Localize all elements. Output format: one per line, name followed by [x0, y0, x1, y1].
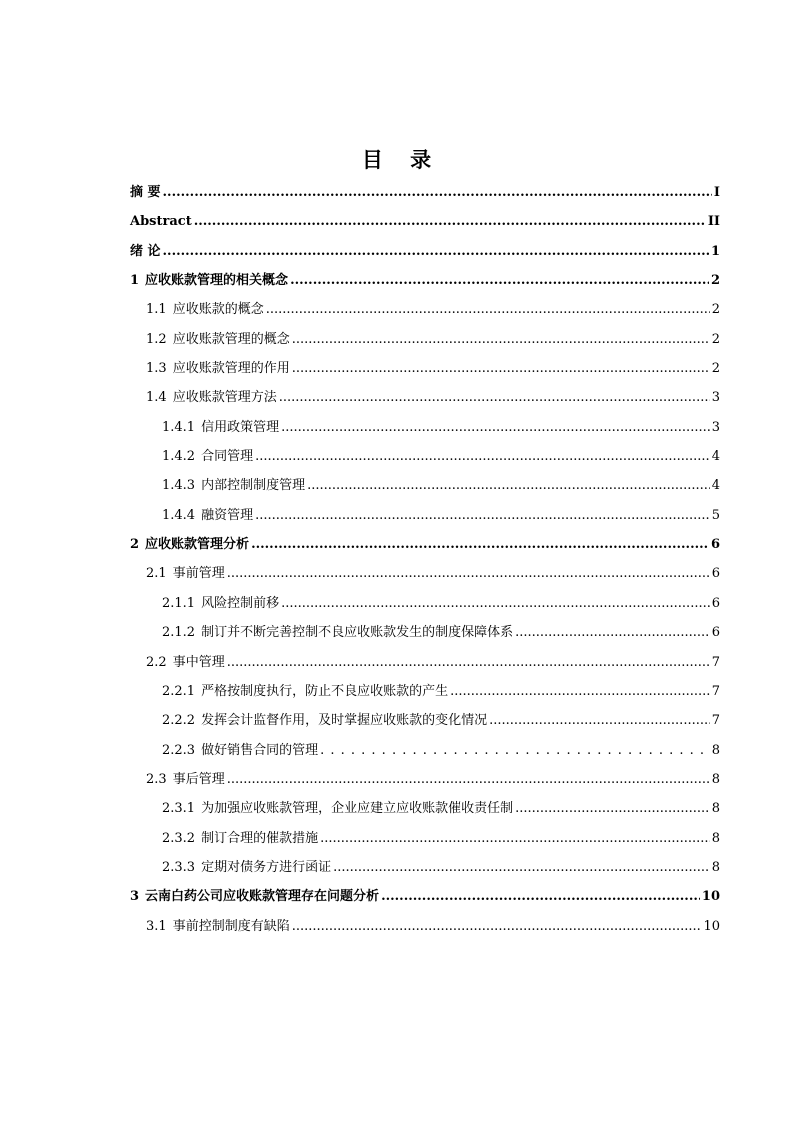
dot-leader	[292, 912, 702, 941]
toc-entry-title: 应收账款管理的相关概念	[145, 273, 289, 289]
toc-entry-page: II	[707, 214, 720, 230]
toc-entry-number: 2.2.1	[162, 683, 196, 699]
dot-leader	[163, 178, 712, 207]
toc-entry-page: 4	[711, 449, 720, 465]
toc-entry-number: 2	[130, 537, 140, 553]
toc-entry-number: 3.1	[146, 918, 167, 934]
dot-leader	[489, 706, 710, 735]
toc-entry-title: 风险控制前移	[201, 595, 280, 611]
toc-entry-number: 2.3.3	[162, 859, 196, 875]
toc-entry-page: 7	[711, 654, 720, 670]
toc-entry[interactable]	[130, 559, 720, 588]
toc-entry-title: 事中管理	[172, 654, 225, 670]
toc-entry-page: 3	[711, 419, 720, 435]
toc-entry-title: 发挥会计监督作用，及时掌握应收账款的变化情况	[201, 713, 488, 729]
toc-entry[interactable]	[130, 824, 720, 853]
toc-entry-number: 1.2	[146, 331, 167, 347]
toc-entry-title: 事前管理	[172, 566, 225, 582]
toc-entry-title: 云南白药公司应收账款管理存在问题分析	[145, 889, 380, 905]
toc-entry-number: 2.1.2	[162, 625, 196, 641]
toc-entry-number: 2.3.2	[162, 830, 196, 846]
dot-leader	[251, 530, 709, 559]
toc-entry-page: 7	[711, 683, 720, 699]
toc-entry-number: 1.4.4	[162, 507, 196, 523]
toc-entry-page: 2	[711, 361, 720, 377]
dot-leader	[515, 618, 710, 647]
toc-entry-page: 1	[710, 243, 720, 259]
toc-entry[interactable]	[130, 677, 720, 706]
dot-leader	[266, 295, 710, 324]
dot-leader	[227, 559, 710, 588]
toc-entry-number: 3	[130, 889, 140, 905]
toc-entry-number: 2.2	[146, 654, 167, 670]
toc-entry[interactable]	[130, 295, 720, 324]
toc-entry-page: 10	[703, 918, 720, 934]
toc-entry-number: 1.4.1	[162, 419, 196, 435]
toc-entry-page: 6	[711, 625, 720, 641]
toc-entry-number: 2.1	[146, 566, 167, 582]
toc-entry-number: 2.3	[146, 771, 167, 787]
toc-entry-title: 摘 要	[130, 185, 161, 200]
toc-entry-page: 2	[711, 302, 720, 318]
dot-leader	[450, 677, 710, 706]
toc-entry-page: 5	[711, 507, 720, 523]
toc-entry[interactable]	[130, 501, 720, 530]
toc-entry[interactable]	[130, 706, 720, 735]
toc-entry-page: 10	[701, 889, 720, 905]
toc-entry-title: 合同管理	[201, 449, 254, 465]
toc-entry-number: 1.3	[146, 361, 167, 377]
toc-entry[interactable]	[130, 442, 720, 471]
dot-leader	[255, 442, 710, 471]
toc-entry-number: 2.2.3	[162, 742, 196, 758]
toc-entry[interactable]	[130, 266, 720, 295]
toc-entry-title: 应收账款管理的作用	[172, 361, 290, 377]
toc-entry-title: 绪 论	[130, 243, 161, 259]
dot-leader	[381, 882, 700, 911]
page-title: 目 录	[361, 148, 442, 173]
toc-entry-page: 4	[711, 478, 720, 494]
toc-entry-title: 事后管理	[172, 771, 225, 787]
toc-entry-page: 8	[711, 742, 720, 758]
dot-leader	[163, 237, 709, 266]
toc-entry-title: 应收账款管理分析	[145, 537, 250, 553]
toc-entry-page: 6	[711, 566, 720, 582]
toc-entry-title: 事前控制制度有缺陷	[172, 918, 290, 934]
toc-entry[interactable]	[130, 237, 720, 266]
toc-entry-title: 内部控制制度管理	[201, 478, 306, 494]
toc-entry-page: 2	[710, 273, 720, 289]
toc-entry-title: 信用政策管理	[201, 419, 280, 435]
dot-leader	[281, 413, 710, 442]
dot-leader	[307, 471, 710, 500]
toc-entry-number: 2.3.1	[162, 801, 196, 817]
toc-entry-number: 2.2.2	[162, 713, 196, 729]
toc-entry-title: 严格按制度执行，防止不良应收账款的产生	[201, 683, 449, 699]
toc-entry-number: 1.4.2	[162, 449, 196, 465]
toc-entry-page: 6	[710, 537, 720, 553]
toc-entry-title: 制订并不断完善控制不良应收账款发生的制度保障体系	[201, 625, 514, 641]
toc-entry-page: 7	[711, 713, 720, 729]
dot-leader	[227, 765, 710, 794]
toc-entry-title: 为加强应收账款管理，企业应建立应收账款催收责任制	[201, 801, 514, 817]
dot-leader	[320, 824, 710, 853]
toc-entry-number: 1.4	[146, 390, 167, 406]
toc-entry[interactable]	[130, 912, 720, 941]
toc-entry[interactable]	[130, 736, 720, 765]
dot-leader	[320, 736, 710, 765]
toc-entry-page: 8	[711, 859, 720, 875]
toc-entry-number: 1.1	[146, 302, 167, 318]
toc-entry-page: 8	[711, 801, 720, 817]
dot-leader	[227, 648, 710, 677]
toc-entry[interactable]	[130, 413, 720, 442]
toc-entry-title: 应收账款的概念	[172, 302, 264, 318]
toc-entry[interactable]	[130, 325, 720, 354]
toc-entry-page: 8	[711, 771, 720, 787]
toc-entry[interactable]	[130, 765, 720, 794]
dot-leader	[255, 501, 710, 530]
toc-entry[interactable]	[130, 207, 720, 236]
toc-entry-number: 1.4.3	[162, 478, 196, 494]
toc-entry[interactable]	[130, 178, 720, 207]
toc-entry[interactable]	[130, 471, 720, 500]
toc-entry[interactable]	[130, 882, 720, 911]
toc-entry[interactable]	[130, 618, 720, 647]
dot-leader	[292, 354, 710, 383]
toc-entry-page: I	[713, 185, 720, 200]
toc-entry[interactable]	[130, 794, 720, 823]
toc-entry-page: 2	[711, 331, 720, 347]
toc-entry[interactable]	[130, 354, 720, 383]
toc-entry-number: 2.1.1	[162, 595, 196, 611]
dot-leader	[515, 794, 710, 823]
toc-entry-title: Abstract	[130, 214, 192, 230]
dot-leader	[281, 589, 710, 618]
toc-entry-title: 融资管理	[201, 507, 254, 523]
dot-leader	[333, 853, 710, 882]
toc-entry-title: 应收账款管理方法	[172, 390, 277, 406]
toc-entry-page: 3	[711, 390, 720, 406]
toc-entry-title: 做好销售合同的管理	[201, 742, 319, 758]
toc-entry-title: 制订合理的催款措施	[201, 830, 319, 846]
toc-entry-title: 应收账款管理的概念	[172, 331, 290, 347]
toc-entry-page: 8	[711, 830, 720, 846]
toc-entry[interactable]	[130, 589, 720, 618]
toc-entry-title: 定期对债务方进行函证	[201, 859, 332, 875]
toc-entry-number: 1	[130, 273, 140, 289]
toc-entry[interactable]	[130, 853, 720, 882]
dot-leader	[194, 207, 706, 236]
toc-entry-page: 6	[711, 595, 720, 611]
toc-entry[interactable]	[130, 383, 720, 412]
table-of-contents	[130, 178, 720, 941]
dot-leader	[290, 266, 709, 295]
dot-leader	[279, 383, 710, 412]
toc-entry[interactable]	[130, 530, 720, 559]
dot-leader	[292, 325, 710, 354]
toc-entry[interactable]	[130, 648, 720, 677]
